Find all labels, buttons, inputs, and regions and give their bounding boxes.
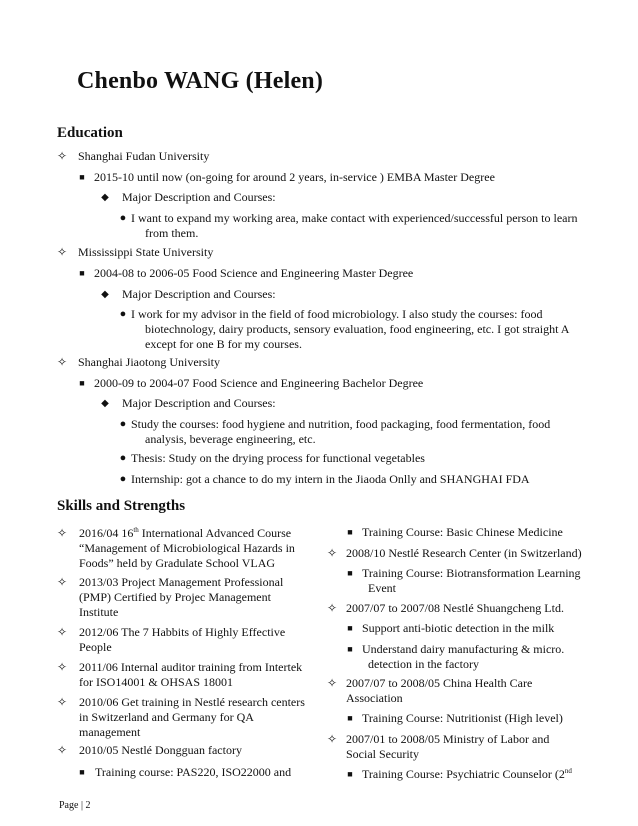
diamond-bullet-icon: ◆	[101, 398, 109, 409]
skill-line: 2013/03 Project Management Professional	[79, 575, 284, 589]
dot-bullet-icon: ●	[119, 212, 127, 224]
detail-line: I work for my advisor in the field of food microbiology. I also study the courses: food	[131, 307, 543, 321]
diamond-outline-bullet-icon: ✧	[326, 546, 338, 560]
school-name: Mississippi State University	[78, 245, 214, 259]
major-label: Major Description and Courses:	[122, 396, 276, 410]
detail-line: analysis, beverage engineering, etc.	[145, 432, 316, 446]
skill-sub-line: Training course: PAS220, ISO22000 and	[95, 765, 292, 779]
superscript: nd	[564, 767, 572, 775]
diamond-outline-bullet-icon: ✧	[326, 601, 338, 615]
square-bullet-icon: ■	[79, 268, 85, 278]
skill-sub-line: Support anti-biotic detection in the milk	[362, 621, 555, 635]
skill-line: 2010/05 Nestlé Dongguan factory	[79, 743, 242, 757]
skill-line: 2010/06 Get training in Nestlé research centers	[79, 695, 305, 709]
resume-name: Chenbo WANG (Helen)	[77, 68, 324, 94]
major-label: Major Description and Courses:	[122, 190, 276, 204]
skill-sub-line: Training Course: Nutritionist (High level)	[362, 711, 563, 725]
school-name: Shanghai Fudan University	[78, 149, 210, 163]
diamond-bullet-icon: ◆	[101, 289, 109, 300]
major-label: Major Description and Courses:	[122, 287, 276, 301]
diamond-outline-bullet-icon: ✧	[56, 695, 68, 709]
square-bullet-icon: ■	[347, 713, 353, 723]
skill-line: Foods” held by Gradulate School VLAG	[79, 556, 276, 570]
diamond-outline-bullet-icon: ✧	[326, 732, 338, 746]
skill-line: 2016/04 16th International Advanced Course	[79, 526, 292, 540]
school-name: Shanghai Jiaotong University	[78, 355, 220, 369]
square-bullet-icon: ■	[79, 172, 85, 182]
skill-line: in Switzerland and Germany for QA	[79, 710, 254, 724]
skill-sub-line: Understand dairy manufacturing & micro.	[362, 642, 565, 656]
square-bullet-icon: ■	[347, 527, 353, 537]
detail-line: Study the courses: food hygiene and nutrition, food packaging, food fermentation, food	[131, 417, 551, 431]
degree-line: 2000-09 to 2004-07 Food Science and Engineering Bachelor Degree	[94, 376, 424, 390]
skill-line: 2008/10 Nestlé Research Center (in Switzerland)	[346, 546, 582, 560]
skill-line: (PMP) Certified by Projec Management	[79, 590, 271, 604]
diamond-outline-bullet-icon: ✧	[56, 575, 68, 589]
skill-sub-line: Training Course: Basic Chinese Medicine	[362, 525, 563, 539]
page-number-footer: Page | 2	[59, 800, 91, 811]
dot-bullet-icon: ●	[119, 452, 127, 464]
detail-line: Internship: got a chance to do my intern in the Jiaoda Onlly and SHANGHAI FDA	[131, 472, 530, 486]
skill-sub-line: Event	[368, 581, 396, 595]
skill-line: 2011/06 Internal auditor training from Intertek	[79, 660, 303, 674]
skill-line: People	[79, 640, 112, 654]
education-heading: Education	[57, 125, 123, 141]
skill-line: Association	[346, 691, 403, 705]
skill-line: Social Security	[346, 747, 419, 761]
dot-bullet-icon: ●	[119, 418, 127, 430]
detail-line: biotechnology, dairy products, sensory evaluation, food engineering, etc. I got straight A	[145, 322, 570, 336]
skill-sub-line: Training Course: Biotransformation Learning	[362, 566, 581, 580]
square-bullet-icon: ■	[79, 378, 85, 388]
degree-line: 2004-08 to 2006-05 Food Science and Engineering Master Degree	[94, 266, 414, 280]
diamond-outline-bullet-icon: ✧	[56, 149, 68, 163]
skill-sub-line: Training Course: Psychiatric Counselor (2nd	[362, 767, 572, 781]
detail-line: except for one B for my courses.	[145, 337, 302, 351]
square-bullet-icon: ■	[347, 568, 353, 578]
skill-sub-line: detection in the factory	[368, 657, 479, 671]
dot-bullet-icon: ●	[119, 473, 127, 485]
square-bullet-icon: ■	[79, 767, 85, 777]
skill-line: 2007/07 to 2008/05 China Health Care	[346, 676, 533, 690]
diamond-outline-bullet-icon: ✧	[56, 625, 68, 639]
dot-bullet-icon: ●	[119, 308, 127, 320]
diamond-outline-bullet-icon: ✧	[56, 355, 68, 369]
square-bullet-icon: ■	[347, 644, 353, 654]
diamond-bullet-icon: ◆	[101, 192, 109, 203]
diamond-outline-bullet-icon: ✧	[326, 676, 338, 690]
skills-heading: Skills and Strengths	[57, 498, 186, 514]
skill-line: “Management of Microbiological Hazards in	[79, 541, 295, 555]
skill-line: Institute	[79, 605, 119, 619]
diamond-outline-bullet-icon: ✧	[56, 245, 68, 259]
degree-line: 2015-10 until now (on-going for around 2 years, in-service ) EMBA Master Degree	[94, 170, 495, 184]
square-bullet-icon: ■	[347, 623, 353, 633]
skill-line: 2007/01 to 2008/05 Ministry of Labor and	[346, 732, 550, 746]
skill-line: for ISO14001 & OHSAS 18001	[79, 675, 234, 689]
detail-line: from them.	[145, 226, 199, 240]
detail-line: Thesis: Study on the drying process for functional vegetables	[131, 451, 425, 465]
diamond-outline-bullet-icon: ✧	[56, 526, 68, 540]
skill-line: 2012/06 The 7 Habbits of Highly Effective	[79, 625, 286, 639]
skill-line: 2007/07 to 2007/08 Nestlé Shuangcheng Ltd.	[346, 601, 564, 615]
diamond-outline-bullet-icon: ✧	[56, 743, 68, 757]
diamond-outline-bullet-icon: ✧	[56, 660, 68, 674]
skill-line: management	[79, 725, 141, 739]
detail-line: I want to expand my working area, make contact with experienced/successful person to learn	[131, 211, 578, 225]
square-bullet-icon: ■	[347, 769, 353, 779]
superscript: th	[133, 526, 139, 534]
